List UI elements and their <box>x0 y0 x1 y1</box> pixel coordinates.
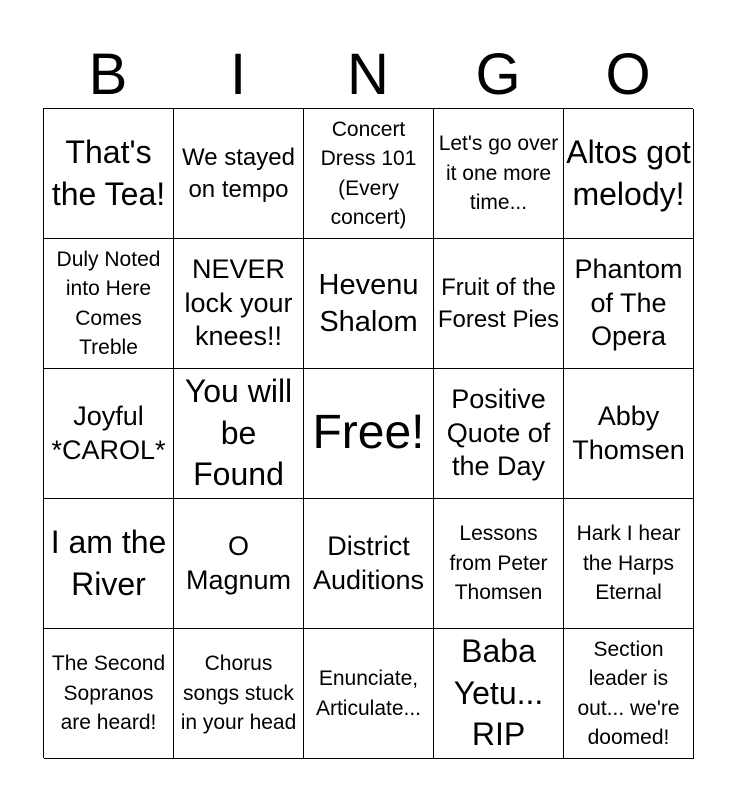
bingo-board <box>43 108 693 758</box>
bingo-cell[interactable]: Concert Dress 101 (Every concert) <box>304 109 434 239</box>
bingo-cell[interactable]: That's the Tea! <box>44 109 174 239</box>
bingo-cell[interactable]: You will be Found <box>174 369 304 499</box>
bingo-cell[interactable]: Positive Quote of the Day <box>434 369 564 499</box>
header-letter-b: B <box>88 42 128 107</box>
header-letter-g: G <box>475 42 521 107</box>
bingo-cell[interactable]: Hevenu Shalom <box>304 239 434 369</box>
bingo-cell[interactable]: O Magnum <box>174 499 304 629</box>
bingo-cell[interactable]: Phantom of The Opera <box>564 239 694 369</box>
bingo-cell[interactable]: District Auditions <box>304 499 434 629</box>
bingo-cell[interactable]: I am the River <box>44 499 174 629</box>
header-letter-n: N <box>347 42 389 107</box>
bingo-cell[interactable]: Chorus songs stuck in your head <box>174 629 304 759</box>
bingo-cell[interactable]: Altos got melody! <box>564 109 694 239</box>
bingo-cell[interactable]: Enunciate, Articulate... <box>304 629 434 759</box>
header-letter-i: I <box>229 42 247 107</box>
bingo-cell[interactable]: NEVER lock your knees!! <box>174 239 304 369</box>
bingo-cell[interactable]: Section leader is out... we're doomed! <box>564 629 694 759</box>
bingo-cell[interactable]: The Second Sopranos are heard! <box>44 629 174 759</box>
bingo-cell[interactable]: Hark I hear the Harps Eternal <box>564 499 694 629</box>
bingo-cell[interactable]: Duly Noted into Here Comes Treble <box>44 239 174 369</box>
bingo-cell[interactable]: Fruit of the Forest Pies <box>434 239 564 369</box>
bingo-cell[interactable]: Let's go over it one more time... <box>434 109 564 239</box>
header-letter-o: O <box>605 42 651 107</box>
bingo-cell[interactable]: Lessons from Peter Thomsen <box>434 499 564 629</box>
free-space[interactable]: Free! <box>304 369 434 499</box>
bingo-cell[interactable]: We stayed on tempo <box>174 109 304 239</box>
bingo-header <box>43 42 693 108</box>
bingo-cell[interactable]: Joyful *CAROL* <box>44 369 174 499</box>
bingo-cell[interactable]: Abby Thomsen <box>564 369 694 499</box>
bingo-cell[interactable]: Baba Yetu... RIP <box>434 629 564 759</box>
